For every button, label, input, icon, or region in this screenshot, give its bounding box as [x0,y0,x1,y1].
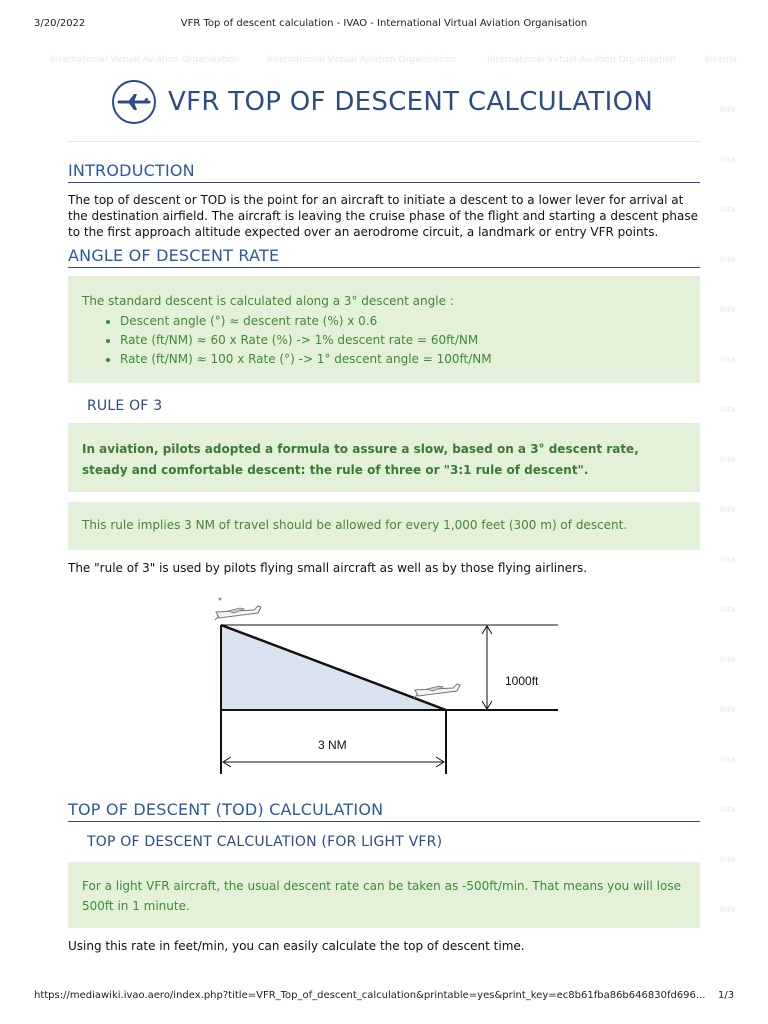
page-title: VFR TOP OF DESCENT CALCULATION [168,87,654,117]
rule-definition-text: In aviation, pilots adopted a formula to assure a slow, based on a 3° descent rate, steady and comfortable descent: the rule of three or "3:1 rule of descent". [82,442,639,477]
watermark-text: Inte [720,705,736,714]
descent-rate-note-box [68,276,700,383]
print-document-title: VFR Top of descent calculation - IVAO - International Virtual Aviation Organisation [180,18,588,29]
section-heading-tod: TOP OF DESCENT (TOD) CALCULATION [68,800,700,822]
page-header [112,78,653,126]
watermark-text: Inte [720,655,736,664]
tod-usage-paragraph: Using this rate in feet/min, you can easily calculate the top of descent time. [68,939,525,953]
subheading-rule-of-3: RULE OF 3 [87,398,163,414]
rule-definition-box [68,423,700,492]
section-heading-angle: ANGLE OF DESCENT RATE [68,246,700,268]
print-date: 3/20/2022 [34,18,86,29]
rule-of-3-diagram [208,588,568,780]
print-url: https://mediawiki.ivao.aero/index.php?title=VFR_Top_of_descent_calculation&printable=yes&print_key=ec8b61fba86b646830fd696... [34,990,706,1001]
watermark-text: Inte [720,755,736,764]
watermark-text: Inte [720,155,736,164]
watermark-text: Inte [720,205,736,214]
watermark-text: Inte [720,555,736,564]
note-intro: The standard descent is calculated along a 3° descent angle : [82,294,454,308]
watermark-text: Inte [720,405,736,414]
watermark-text: Inte [720,505,736,514]
arrival-aircraft-icon [414,684,460,698]
section-heading-introduction: INTRODUCTION [68,161,700,183]
introduction-paragraph: The top of descent or TOD is the point for an aircraft to initiate a descent to a lower lever for arrival at the destination airfield. The aircraft is leaving the cruise phase of the flight and starting a descent phase to the first approach altitude expected over an aerodrome circuit, a landmark or entry VFR points. [68,193,698,239]
cruise-aircraft-icon [215,598,261,621]
watermark-text: Inte [720,455,736,464]
rule-implication-text: This rule implies 3 NM of travel should be allowed for every 1,000 feet (300 m) of descent. [82,518,628,532]
watermark-text: Inte [720,255,736,264]
watermark-text: Inte [720,305,736,314]
list-item: • Descent angle (°) ≈ descent rate (%) x 0.6 [120,312,686,331]
list-item: • Rate (ft/NM) ≈ 60 x Rate (%) -> 1% descent rate = 60ft/NM [120,331,686,350]
watermark-text: Interna [705,55,738,65]
watermark-text: Inte [720,605,736,614]
watermark-text: Inte [720,355,736,364]
height-label: 1000ft [505,674,539,688]
watermark-text: International Virtual Aviation Organisation [487,55,677,65]
page-number: 1/3 [718,990,735,1001]
rule-implication-box [68,502,700,550]
rule-usage-paragraph: The "rule of 3" is used by pilots flying small aircraft as well as by those flying airliners. [68,561,588,575]
watermark-text: Inte [720,855,736,864]
watermark-text: International Virtual Aviation Organisation [50,55,240,65]
watermark-text: Inte [720,805,736,814]
title-divider [68,141,700,142]
watermark-text: Inte [720,905,736,914]
watermark-text: Inte [720,105,736,114]
watermark-row [0,55,768,67]
airplane-roundel-icon [112,80,156,124]
list-item: • Rate (ft/NM) ≈ 100 x Rate (°) -> 1° descent angle = 100ft/NM [120,350,686,369]
light-vfr-note-text: For a light VFR aircraft, the usual descent rate can be taken as -500ft/min. That means you will lose 500ft in 1 minute. [82,879,681,913]
subheading-light-vfr: TOP OF DESCENT CALCULATION (FOR LIGHT VFR) [87,834,443,850]
descent-formula-list [82,312,686,369]
distance-label: 3 NM [318,738,347,752]
watermark-text: International Virtual Aviation Organisation [267,55,457,65]
light-vfr-note-box [68,862,700,928]
print-header [0,0,768,40]
